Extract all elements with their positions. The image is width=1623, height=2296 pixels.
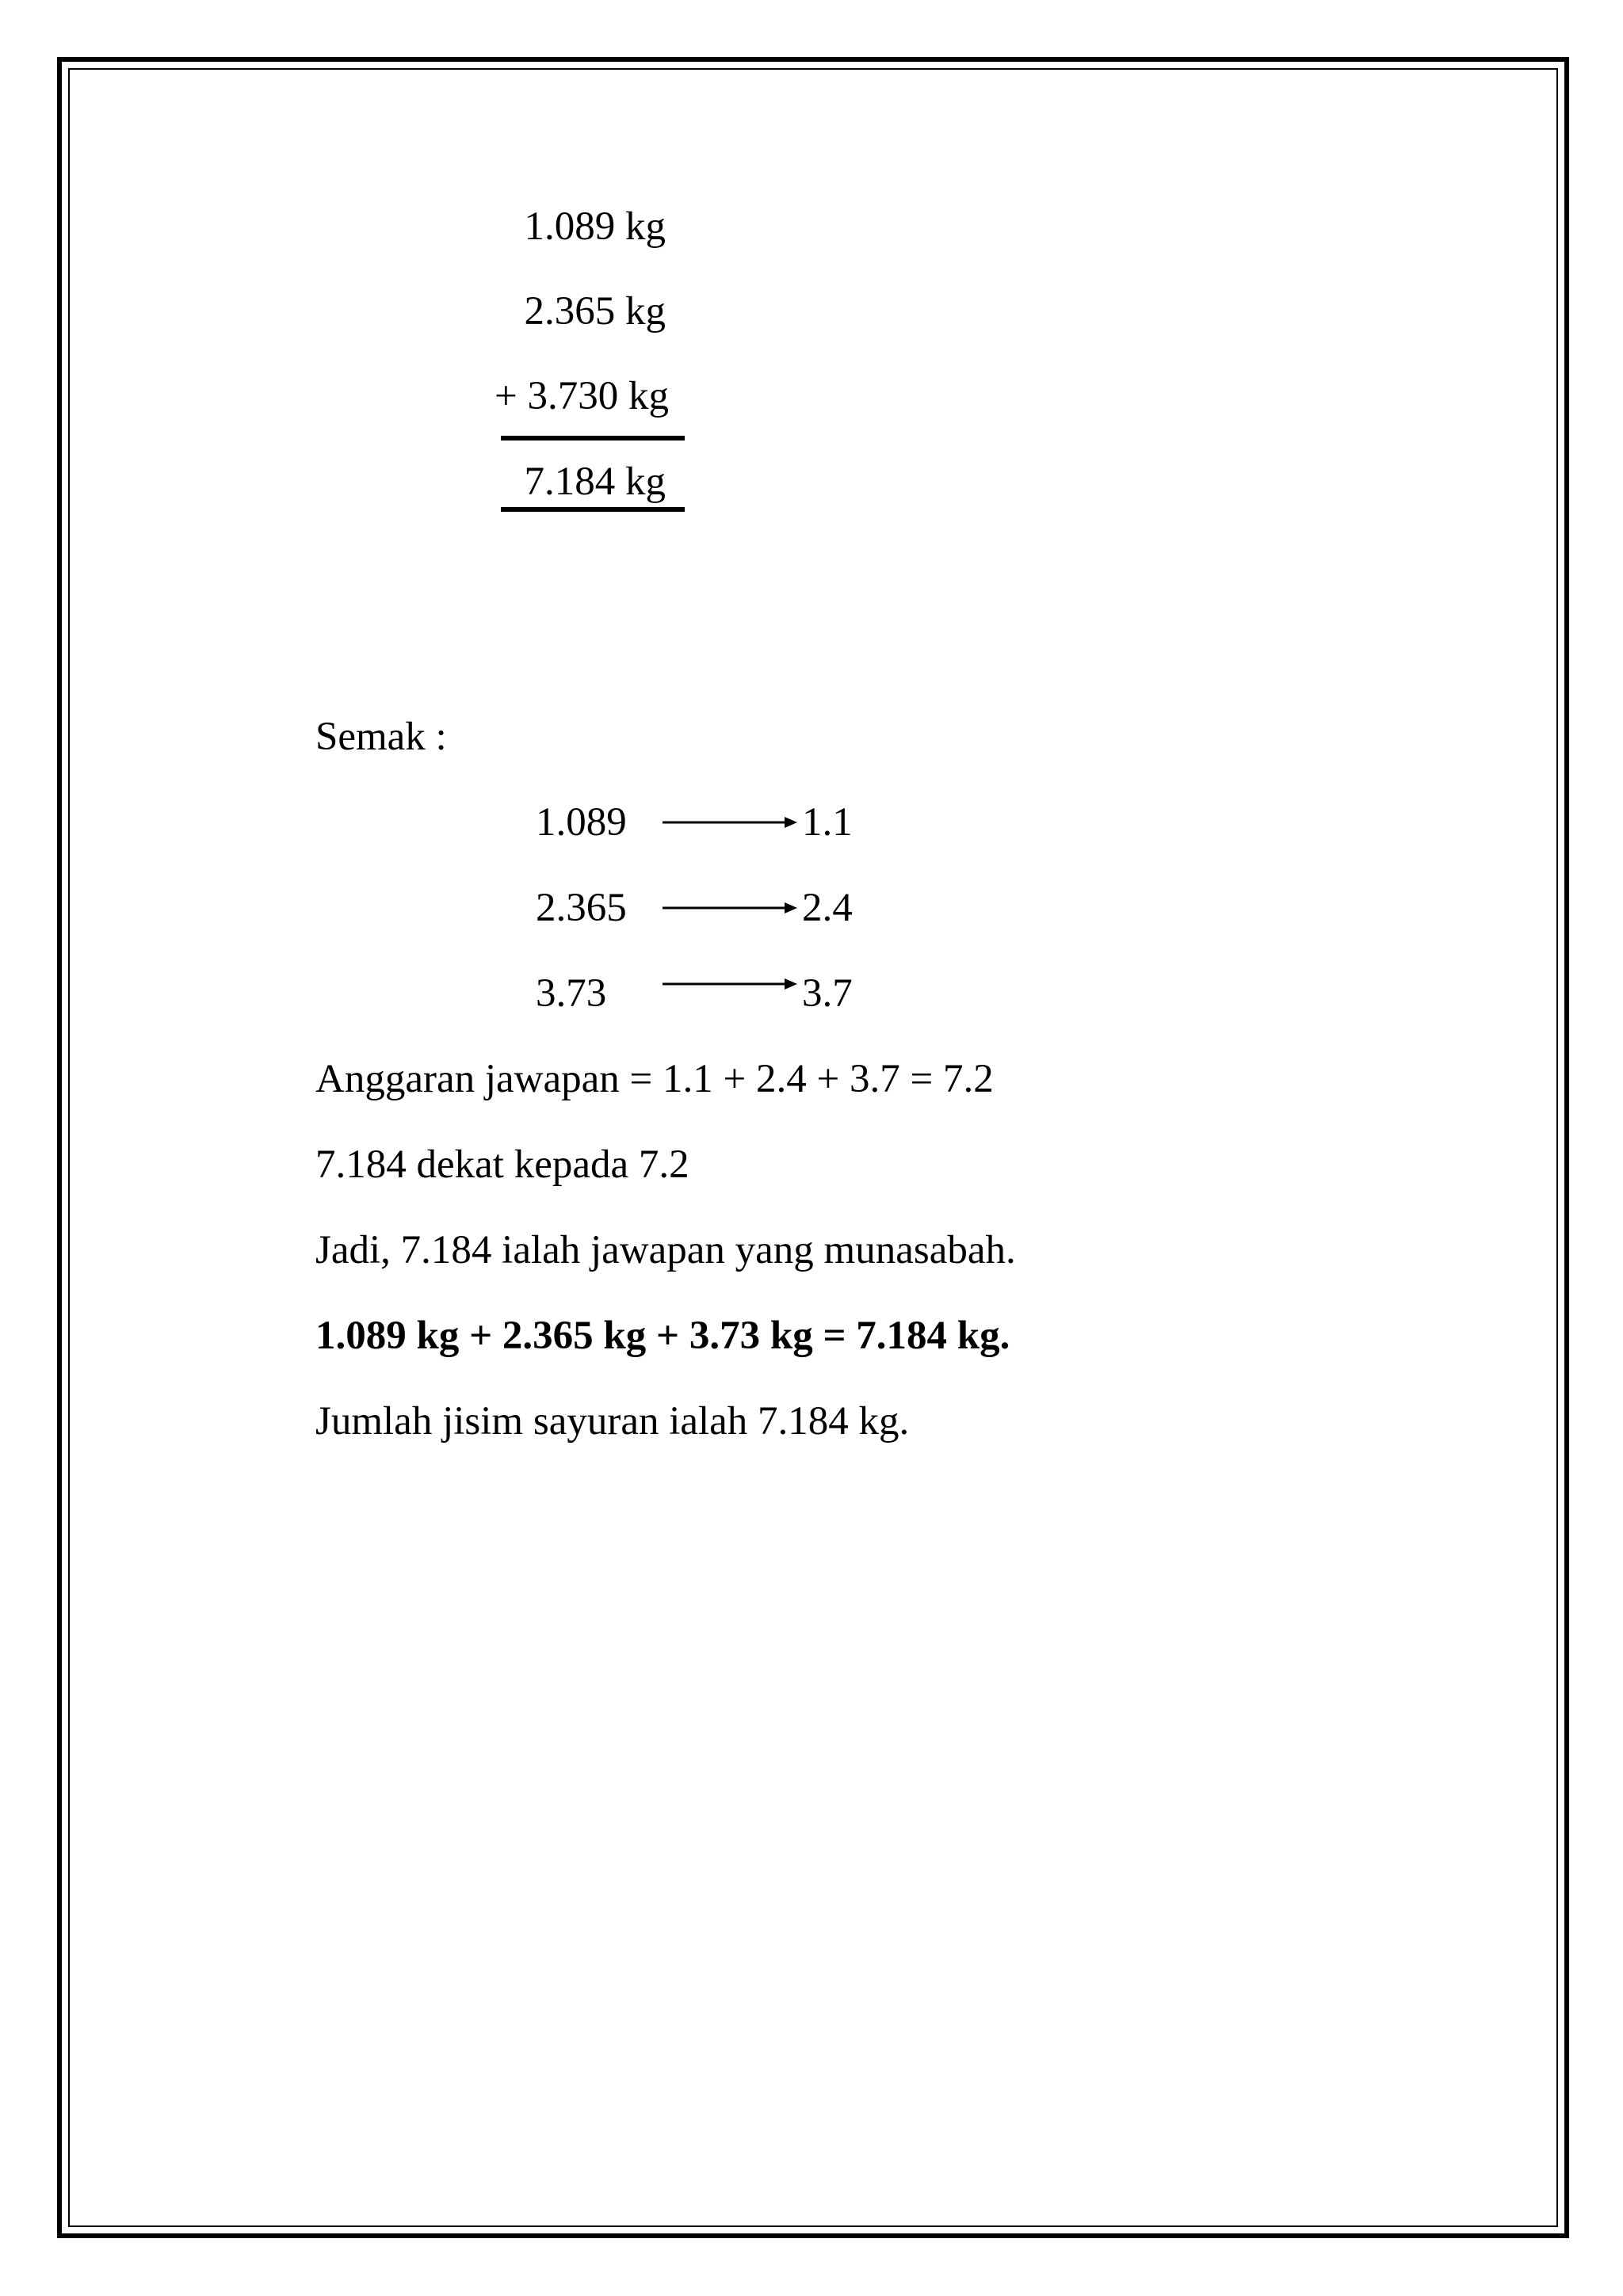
arrow-right-icon [663,814,797,830]
check-rounded-1: 1.1 [802,800,853,845]
sum-rule-top [501,436,685,441]
page-border-inner [68,68,1558,2227]
check-original-3: 3.73 [536,971,607,1016]
addend-1: 1.089 kg [524,204,666,249]
equation-line: 1.089 kg + 2.365 kg + 3.73 kg = 7.184 kg. [315,1314,1010,1358]
answer-line: Jumlah jisim sayuran ialah 7.184 kg. [315,1399,910,1444]
sum-result: 7.184 kg [524,460,666,504]
check-heading: Semak : [315,715,447,759]
check-original-1: 1.089 [536,800,627,845]
check-original-2: 2.365 [536,886,627,930]
check-rounded-3: 3.7 [802,971,853,1016]
addend-3: + 3.730 kg [494,374,669,418]
arrow-right-icon [663,900,797,916]
near-line: 7.184 dekat kepada 7.2 [315,1142,689,1187]
check-rounded-2: 2.4 [802,886,853,930]
reasonable-line: Jadi, 7.184 ialah jawapan yang munasabah. [315,1228,1016,1272]
addend-2: 2.365 kg [524,289,666,334]
arrow-right-icon [663,976,797,992]
sum-rule-bottom [501,507,685,512]
estimate-line: Anggaran jawapan = 1.1 + 2.4 + 3.7 = 7.2 [315,1057,994,1101]
